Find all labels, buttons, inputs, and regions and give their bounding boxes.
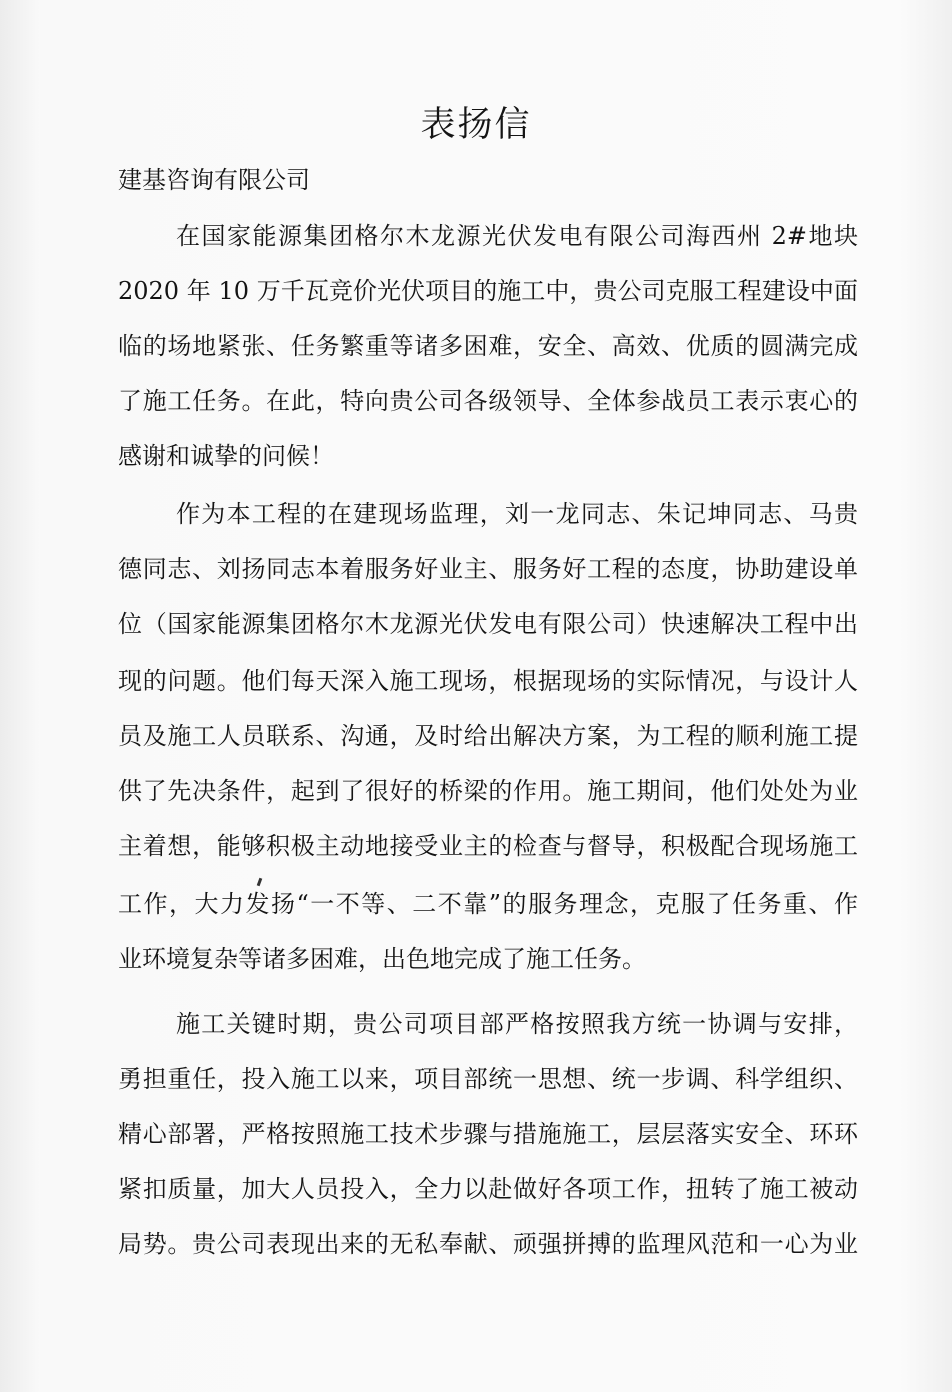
body-line: 局势。贵公司表现出来的无私奉献、顽强拼搏的监理风范和一心为业	[118, 1230, 858, 1258]
body-line: 2020 年 10 万千瓦竞价光伏项目的施工中，贵公司克服工程建设中面	[118, 277, 858, 305]
body-line: 施工关键时期，贵公司项目部严格按照我方统一协调与安排，	[176, 1010, 858, 1038]
body-line: 在国家能源集团格尔木龙源光伏发电有限公司海西州 2#地块	[176, 222, 858, 250]
body-line: 供了先决条件，起到了很好的桥梁的作用。施工期间，他们处处为业	[118, 777, 858, 805]
body-line: 感谢和诚挚的问候！	[118, 442, 334, 470]
letter-addressee: 建基咨询有限公司	[118, 166, 310, 194]
body-line: 工作，大力发扬“一不等、二不靠”的服务理念，克服了任务重、作	[118, 890, 858, 918]
body-line: 勇担重任，投入施工以来，项目部统一思想、统一步调、科学组织、	[118, 1065, 858, 1093]
body-line: 员及施工人员联系、沟通，及时给出解决方案，为工程的顺利施工提	[118, 722, 858, 750]
body-line: 了施工任务。在此，特向贵公司各级领导、全体参战员工表示衷心的	[118, 387, 858, 415]
body-line: 主着想，能够积极主动地接受业主的检查与督导，积极配合现场施工	[118, 832, 858, 860]
body-line: 紧扣质量，加大人员投入，全力以赴做好各项工作，扭转了施工被动	[118, 1175, 858, 1203]
body-line: 临的场地紧张、任务繁重等诸多困难，安全、高效、优质的圆满完成	[118, 332, 858, 360]
body-line: 德同志、刘扬同志本着服务好业主、服务好工程的态度，协助建设单	[118, 555, 858, 583]
body-line: 业环境复杂等诸多困难，出色地完成了施工任务。	[118, 945, 646, 973]
body-line: 现的问题。他们每天深入施工现场，根据现场的实际情况，与设计人	[118, 667, 858, 695]
body-line: 位（国家能源集团格尔木龙源光伏发电有限公司）快速解决工程中出	[118, 610, 858, 638]
body-line: 作为本工程的在建现场监理，刘一龙同志、朱记坤同志、马贵	[176, 500, 858, 528]
letter-title: 表扬信	[420, 105, 532, 145]
body-line: 精心部署，严格按照施工技术步骤与措施施工，层层落实安全、环环	[118, 1120, 858, 1148]
